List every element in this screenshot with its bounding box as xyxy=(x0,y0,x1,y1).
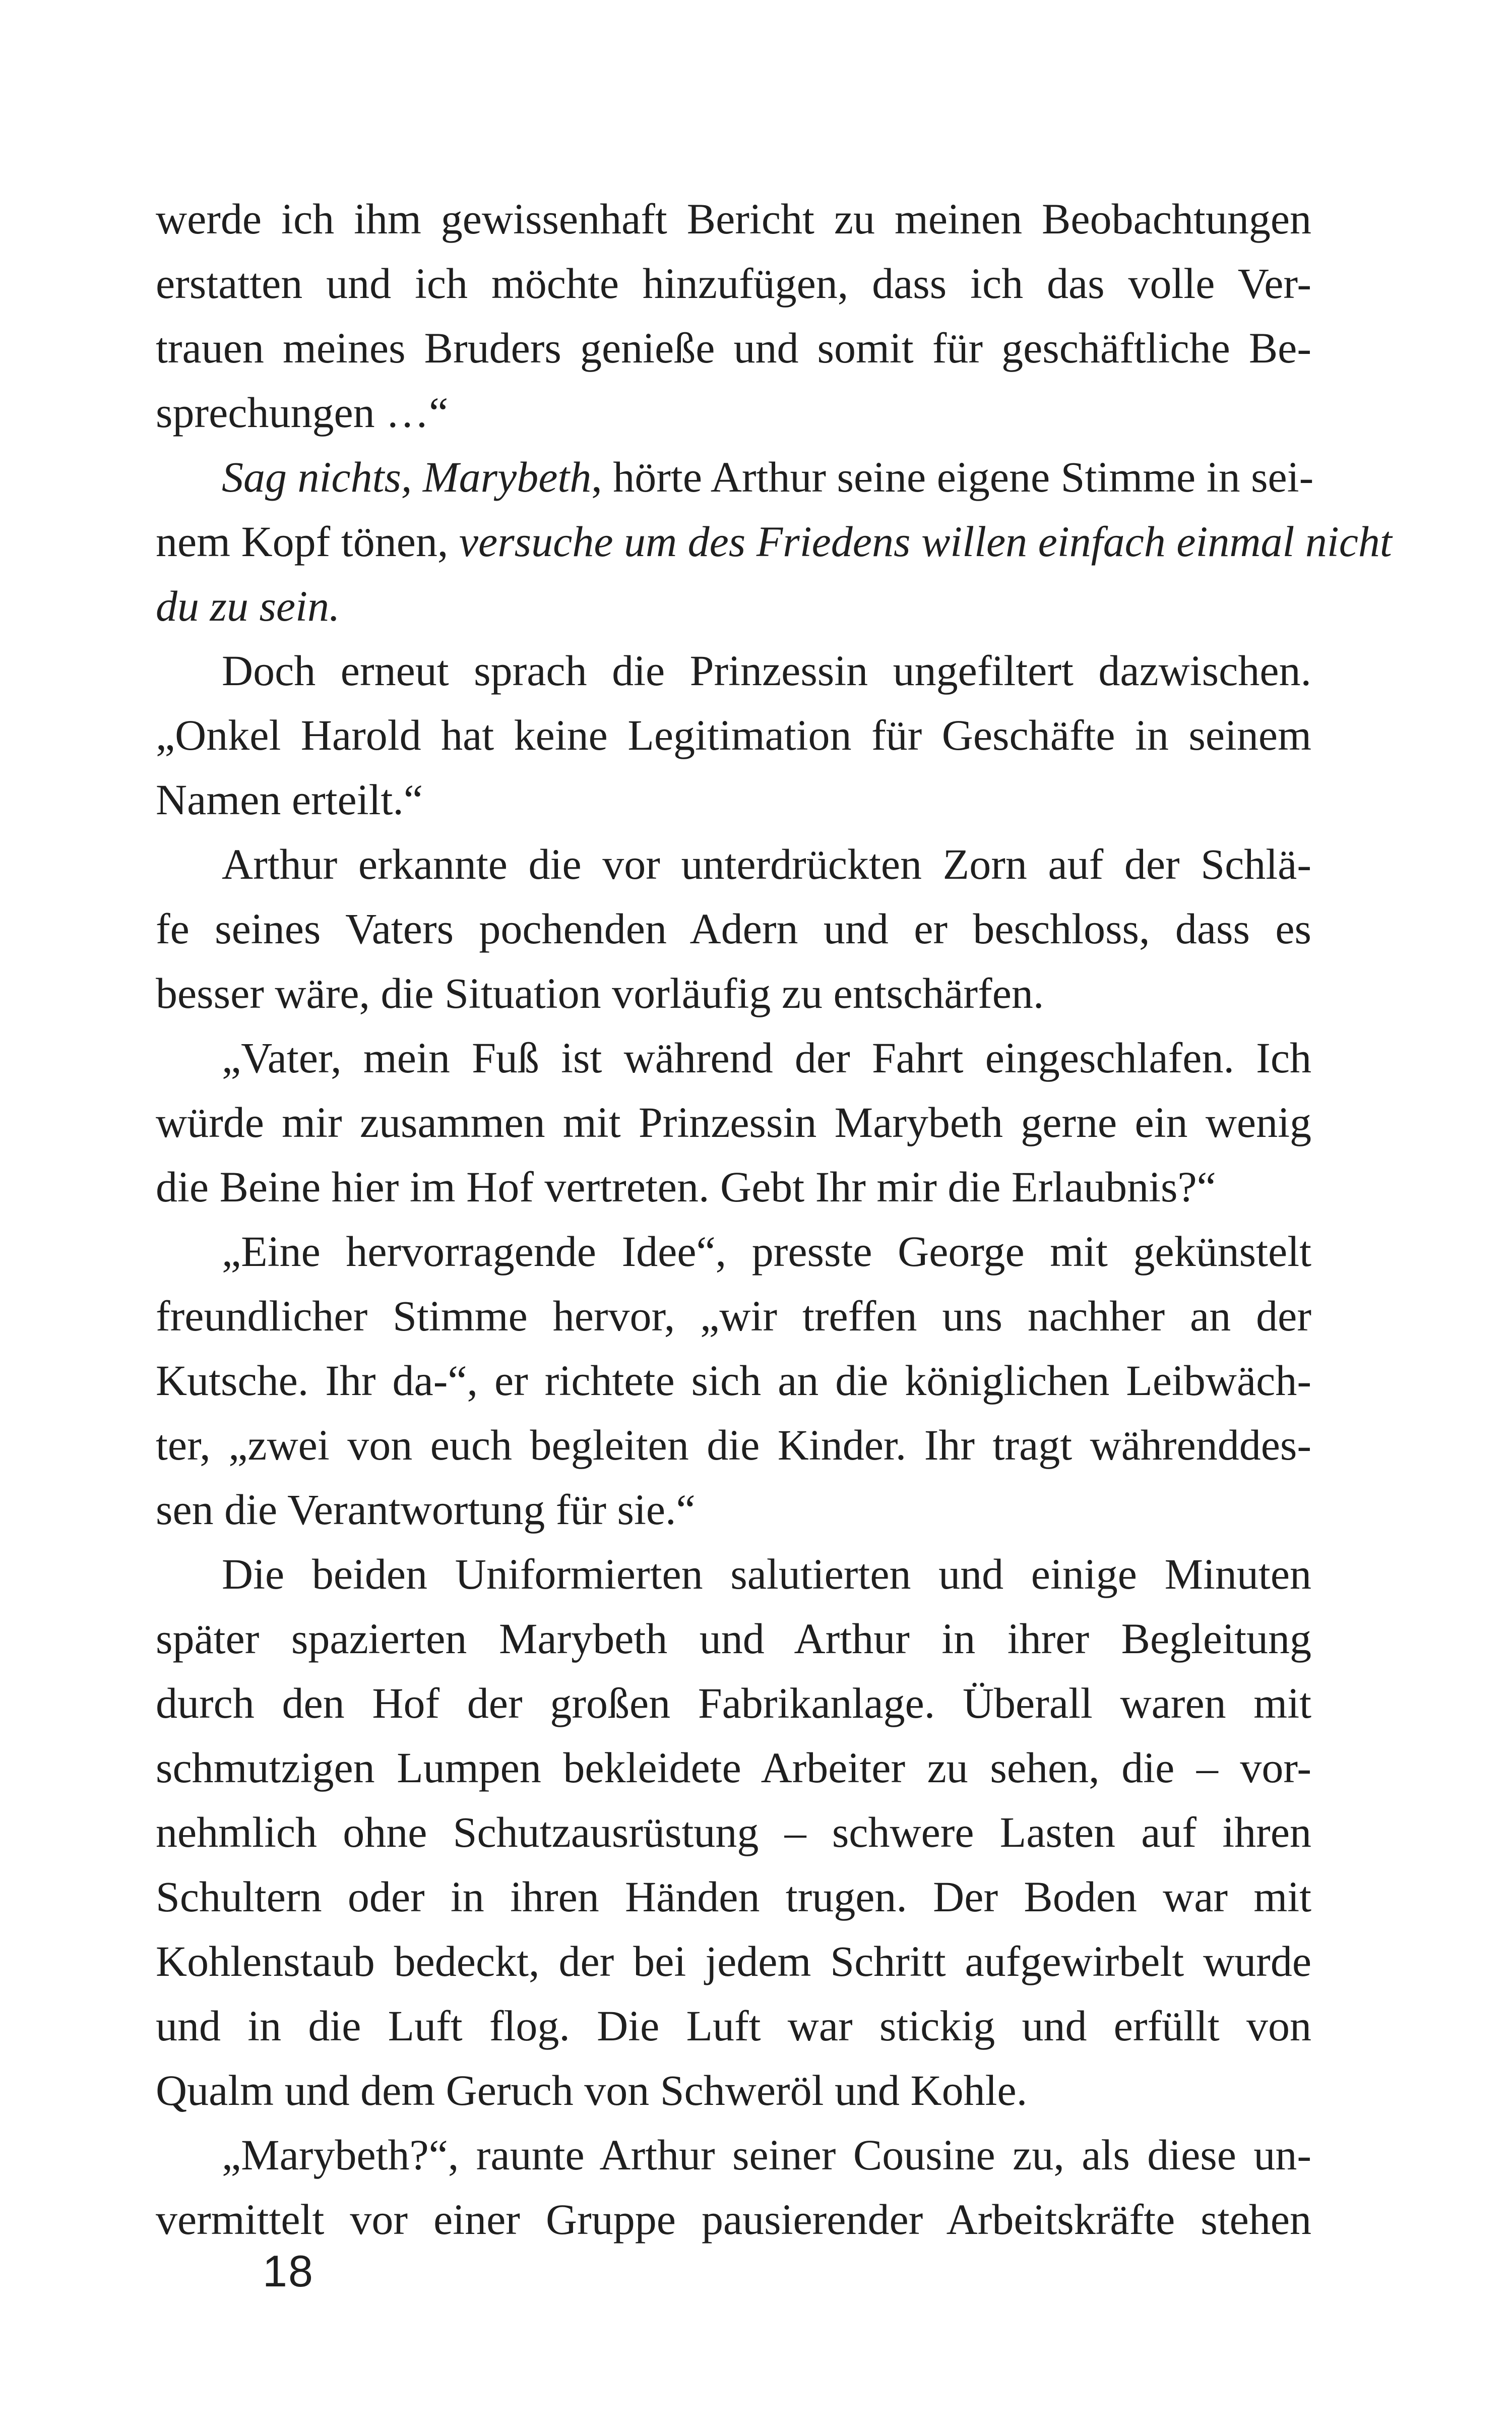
italic-text: Sag nichts, Marybeth xyxy=(222,453,592,501)
text-run: „Eine hervorragende Idee“, presste George mit gekünstelt xyxy=(222,1227,1311,1276)
text-line xyxy=(156,832,1311,896)
text-run: „Vater, mein Fuß ist während der Fahrt eingeschlafen. Ich xyxy=(222,1034,1311,1082)
text-run: nem Kopf tönen, xyxy=(156,517,459,566)
text-line xyxy=(156,2187,1311,2252)
text-line xyxy=(156,1219,1311,1284)
paragraph xyxy=(156,1219,1311,1542)
text-line xyxy=(156,1800,1311,1864)
text-run: Namen erteilt.“ xyxy=(156,775,423,824)
text-line xyxy=(156,896,1311,961)
paragraph xyxy=(156,638,1311,832)
text-run: trauen meines Bruders genieße und somit für geschäftliche Be- xyxy=(156,324,1311,372)
paragraph xyxy=(156,187,1311,445)
text-run: Kutsche. Ihr da-“, er richtete sich an die königlichen Leibwäch- xyxy=(156,1356,1311,1405)
text-line xyxy=(156,1542,1311,1606)
text-line xyxy=(156,2058,1311,2123)
text-run: und in die Luft flog. Die Luft war stickig und erfüllt von xyxy=(156,2002,1311,2050)
text-run: vermittelt vor einer Gruppe pausierender Arbeitskräfte stehen xyxy=(156,2195,1311,2244)
text-run: erstatten und ich möchte hinzufügen, dass ich das volle Ver- xyxy=(156,259,1311,308)
text-line xyxy=(156,1929,1311,1993)
text-line xyxy=(156,1090,1311,1155)
text-line xyxy=(156,703,1311,767)
text-run: sprechungen …“ xyxy=(156,388,449,437)
text-line xyxy=(156,1413,1311,1477)
text-line xyxy=(156,1671,1311,1735)
text-run: die Beine hier im Hof vertreten. Gebt Ihr mir die Erlaubnis?“ xyxy=(156,1163,1216,1211)
text-run: sen die Verantwortung für sie.“ xyxy=(156,1485,696,1534)
text-run: fe seines Vaters pochenden Adern und er beschloss, dass es xyxy=(156,904,1311,953)
text-line xyxy=(156,961,1311,1025)
text-line xyxy=(156,1993,1311,2058)
text-run: „Marybeth?“, raunte Arthur seiner Cousine zu, als diese un- xyxy=(222,2131,1311,2179)
text-run: Die beiden Uniformierten salutierten und einige Minuten xyxy=(222,1550,1311,1598)
text-line xyxy=(156,187,1311,251)
text-line xyxy=(156,1155,1311,1219)
text-line xyxy=(156,251,1311,316)
text-run: , hörte Arthur seine eigene Stimme in sei- xyxy=(591,453,1314,501)
paragraph xyxy=(156,445,1392,638)
text-line xyxy=(156,1025,1311,1090)
text-run: nehmlich ohne Schutzausrüstung – schwere Lasten auf ihren xyxy=(156,1808,1311,1856)
paragraph xyxy=(156,832,1311,1025)
text-run: werde ich ihm gewissenhaft Bericht zu meinen Beobachtungen xyxy=(156,195,1311,243)
text-line xyxy=(156,509,1392,574)
text-run: freundlicher Stimme hervor, „wir treffen uns nachher an der xyxy=(156,1292,1311,1340)
text-line xyxy=(156,2123,1311,2187)
text-run: besser wäre, die Situation vorläufig zu entschärfen. xyxy=(156,969,1044,1017)
text-line xyxy=(156,380,1311,445)
text-line xyxy=(156,1477,1311,1542)
text-run: später spazierten Marybeth und Arthur in ihrer Begleitung xyxy=(156,1614,1311,1663)
text-line xyxy=(156,1284,1311,1348)
text-line xyxy=(156,445,1314,509)
paragraph xyxy=(156,1542,1311,2123)
text-run: durch den Hof der großen Fabrikanlage. Überall waren mit xyxy=(156,1679,1311,1727)
text-line xyxy=(156,1348,1311,1413)
italic-text: versuche um des Friedens willen einfach einmal nicht xyxy=(459,517,1392,566)
paragraph xyxy=(156,2123,1311,2252)
text-run: „Onkel Harold hat keine Legitimation für Geschäfte in seinem xyxy=(156,711,1311,759)
text-line xyxy=(156,1735,1311,1800)
body-text xyxy=(156,187,1392,2252)
text-run: ter, „zwei von euch begleiten die Kinder. Ihr tragt währenddes- xyxy=(156,1421,1311,1469)
text-line xyxy=(156,1606,1311,1671)
text-run: schmutzigen Lumpen bekleidete Arbeiter zu sehen, die – vor- xyxy=(156,1743,1311,1792)
text-run: Kohlenstaub bedeckt, der bei jedem Schritt aufgewirbelt wurde xyxy=(156,1937,1311,1985)
text-run: würde mir zusammen mit Prinzessin Marybeth gerne ein wenig xyxy=(156,1098,1311,1146)
text-line xyxy=(156,574,1311,638)
text-line xyxy=(156,638,1311,703)
text-run: Qualm und dem Geruch von Schweröl und Kohle. xyxy=(156,2066,1028,2114)
text-line xyxy=(156,1864,1311,1929)
text-line xyxy=(156,316,1311,380)
paragraph xyxy=(156,1025,1311,1219)
text-run: Schultern oder in ihren Händen trugen. Der Boden war mit xyxy=(156,1872,1311,1921)
text-run: Doch erneut sprach die Prinzessin ungefiltert dazwischen. xyxy=(222,646,1311,695)
text-run: Arthur erkannte die vor unterdrückten Zorn auf der Schlä- xyxy=(222,840,1311,888)
text-line xyxy=(156,767,1311,832)
page-number: 18 xyxy=(263,2246,314,2296)
italic-text: du zu sein. xyxy=(156,582,340,630)
